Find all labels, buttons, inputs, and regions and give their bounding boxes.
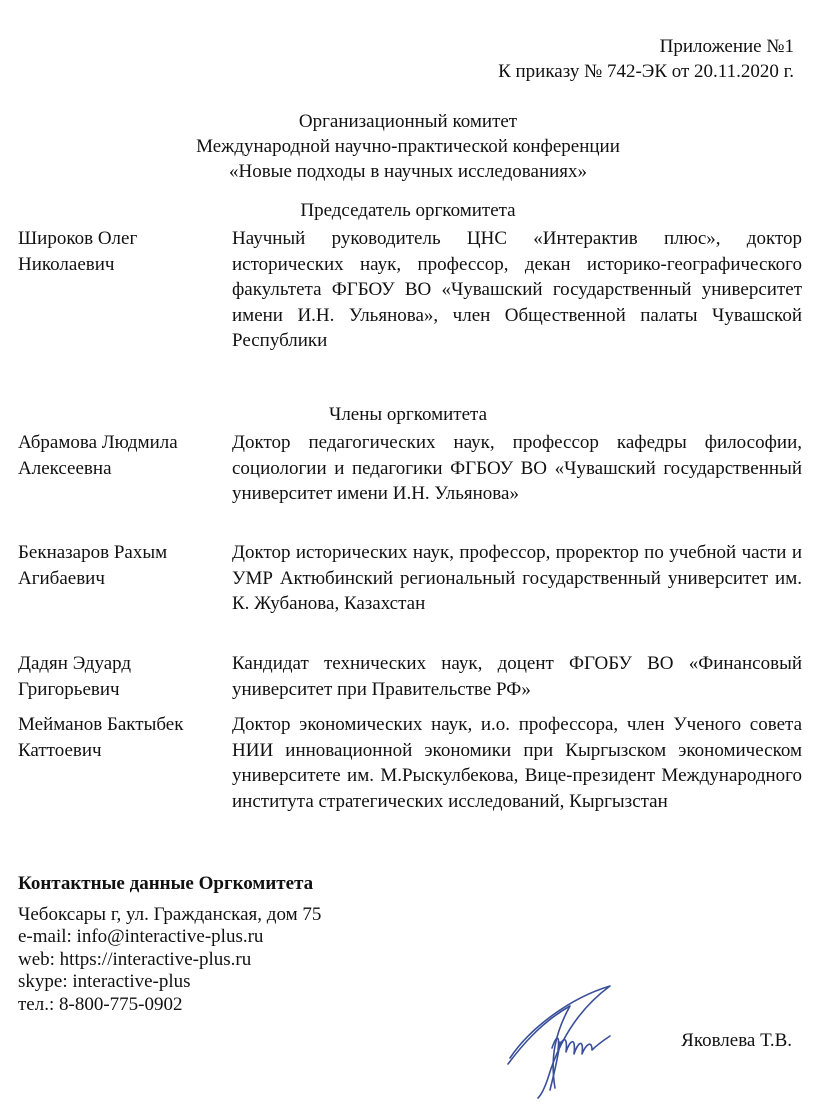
contact-address: Чебоксары г, ул. Гражданская, дом 75 (18, 903, 322, 925)
title-line-3: «Новые подходы в научных исследованиях» (228, 161, 588, 182)
contact-skype: skype: interactive-plus (18, 971, 191, 992)
person-name: Широков Олег Николаевич (18, 228, 138, 275)
chair-heading: Председатель оргкомитета (300, 200, 516, 221)
person-description: Доктор педагогических наук, профессор кафедры философии, социологии и педагогики ФГБОУ ВО «Чувашский государственный университет имени И.Н. Ульянова» (232, 432, 802, 504)
person-name: Бекназаров Рахым Агибаевич (18, 542, 168, 589)
appendix-order: К приказу № 742-ЭК от 20.11.2020 г. (498, 61, 794, 82)
contacts-block (18, 873, 321, 1016)
appendix-block (498, 34, 794, 84)
title-line-2: Международной научно-практической конференции (196, 136, 620, 157)
contact-email: e-mail: info@interactive-plus.ru (18, 926, 264, 947)
person-name: Мейманов Бактыбек Каттоевич (18, 714, 184, 761)
person-description: Доктор экономических наук, и.о. профессора, член Ученого совета НИИ инновационной экономики при Кыргызском экономическом университете им. М.Рыскулбекова, Вице-президент Международного института стратегических исследований, Кыргызстан (232, 714, 802, 812)
title-line-1: Организационный комитет (298, 111, 518, 132)
signature-icon (500, 978, 640, 1103)
person-name: Дадян Эдуард Григорьевич (18, 653, 132, 700)
members-heading: Члены оргкомитета (328, 404, 488, 425)
document-title (0, 109, 816, 184)
signer-name: Яковлева Т.В. (681, 1030, 792, 1051)
person-name: Абрамова Людмила Алексеевна (18, 432, 178, 479)
person-description: Кандидат технических наук, доцент ФГОБУ ВО «Финансовый университет при Правительстве РФ» (232, 653, 802, 700)
contact-phone: тел.: 8-800-775-0902 (18, 993, 183, 1015)
contact-web: web: https://interactive-plus.ru (18, 948, 252, 970)
person-description: Научный руководитель ЦНС «Интерактив плюс», доктор исторических наук, профессор, декан историко-географического факультета ФГБОУ ВО «Чувашский государственный университет имени И.Н. Ульянова», член Общественной палаты Чувашской Республики (232, 228, 802, 351)
appendix-title: Приложение №1 (659, 36, 794, 57)
contacts-heading: Контактные данные Оргкомитета (18, 873, 314, 894)
person-description: Доктор исторических наук, профессор, проректор по учебной части и УМР Актюбинский региональный государственный университет им. К. Жубанова, Казахстан (232, 542, 802, 614)
